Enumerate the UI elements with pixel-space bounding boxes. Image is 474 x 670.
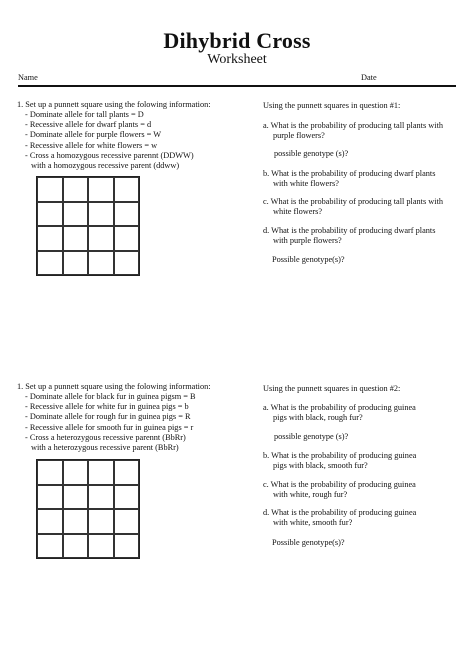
q2-d-line2: with white, smooth fur? bbox=[273, 518, 353, 527]
punnett-cell[interactable] bbox=[88, 251, 114, 276]
punnett-cell[interactable] bbox=[37, 509, 63, 534]
punnett-cell[interactable] bbox=[63, 202, 89, 227]
punnett-cell[interactable] bbox=[114, 460, 140, 485]
q1-d-line1: d. What is the probability of producing dwarf plants bbox=[263, 226, 436, 235]
q2-side-intro: Using the punnett squares in question #2: bbox=[263, 384, 401, 393]
q2-punnett-square[interactable] bbox=[36, 459, 140, 559]
q1-bullet: - Recessive allele for white flowers = w bbox=[25, 140, 158, 150]
q1-bullet-list bbox=[25, 110, 194, 171]
punnett-cell[interactable] bbox=[114, 509, 140, 534]
punnett-cell[interactable] bbox=[37, 460, 63, 485]
punnett-cell[interactable] bbox=[88, 202, 114, 227]
punnett-cell[interactable] bbox=[88, 226, 114, 251]
punnett-cell[interactable] bbox=[63, 460, 89, 485]
header-divider bbox=[18, 85, 456, 87]
page-subtitle: Worksheet bbox=[207, 52, 267, 67]
punnett-cell[interactable] bbox=[114, 251, 140, 276]
punnett-cell[interactable] bbox=[37, 251, 63, 276]
punnett-cell[interactable] bbox=[63, 226, 89, 251]
punnett-cell[interactable] bbox=[114, 485, 140, 510]
punnett-cell[interactable] bbox=[114, 177, 140, 202]
q1-b-line2: with white flowers? bbox=[273, 179, 339, 188]
q2-a-line1: a. What is the probability of producing guinea bbox=[263, 403, 416, 412]
q1-b-line1: b. What is the probability of producing dwarf plants bbox=[263, 169, 436, 178]
q2-prompt: 1. Set up a punnett square using the folowing information: bbox=[17, 382, 211, 391]
punnett-cell[interactable] bbox=[37, 534, 63, 559]
q2-c-line1: c. What is the probability of producing guinea bbox=[263, 480, 416, 489]
q2-b-line1: b. What is the probability of producing guinea bbox=[263, 451, 417, 460]
q1-bullet: - Cross a homozygous recessive parennt (DDWW) bbox=[25, 150, 194, 160]
q1-c-line2: white flowers? bbox=[273, 207, 323, 216]
q2-bullet-list bbox=[25, 392, 196, 453]
q1-bullet: - Dominate allele for tall plants = D bbox=[25, 110, 144, 119]
q1-prompt: 1. Set up a punnett square using the folowing information: bbox=[17, 100, 211, 109]
punnett-cell[interactable] bbox=[63, 534, 89, 559]
q1-side-intro: Using the punnett squares in question #1: bbox=[263, 101, 401, 110]
q1-bullet: - Dominate allele for purple flowers = W bbox=[25, 130, 162, 140]
q2-bullet: - Recessive allele for smooth fur in guinea pigs = r bbox=[25, 422, 194, 432]
punnett-cell[interactable] bbox=[88, 485, 114, 510]
q2-bullet: - Cross a heterozygous recessive parennt (BbRr) bbox=[25, 432, 186, 442]
q1-c-line1: c. What is the probability of producing tall plants with bbox=[263, 197, 444, 206]
date-label: Date bbox=[361, 73, 377, 82]
q1-punnett-square[interactable] bbox=[36, 176, 140, 276]
q2-bullet: - Dominate allele for rough fur in guinea pigs = R bbox=[25, 412, 191, 422]
q1-possible-genotype: Possible genotype(s)? bbox=[272, 255, 345, 264]
q1-d-line2: with purple flowers? bbox=[273, 236, 342, 245]
page-title: Dihybrid Cross bbox=[163, 28, 311, 53]
punnett-cell[interactable] bbox=[37, 485, 63, 510]
q2-bullet: - Dominate allele for black fur in guinea pigsm = B bbox=[25, 392, 196, 401]
punnett-cell[interactable] bbox=[37, 202, 63, 227]
punnett-cell[interactable] bbox=[114, 202, 140, 227]
punnett-cell[interactable] bbox=[114, 226, 140, 251]
q1-bullet: - Recessive allele for dwarf plants = d bbox=[25, 120, 152, 130]
q2-bullet: with a heterozygous recessive parent (BbRr) bbox=[31, 443, 179, 453]
q2-bullet: - Recessive allele for white fur in guinea pigs = b bbox=[25, 402, 189, 412]
punnett-cell[interactable] bbox=[63, 177, 89, 202]
q1-a-line2: purple flowers? bbox=[273, 131, 325, 140]
q2-b-line2: pigs with black, smooth fur? bbox=[273, 461, 368, 470]
q2-possible-genotype: Possible genotype(s)? bbox=[272, 538, 345, 547]
q1-a-line1: a. What is the probability of producing tall plants with bbox=[263, 121, 444, 130]
punnett-cell[interactable] bbox=[63, 251, 89, 276]
punnett-cell[interactable] bbox=[88, 509, 114, 534]
name-label: Name bbox=[18, 73, 38, 82]
punnett-cell[interactable] bbox=[88, 177, 114, 202]
punnett-cell[interactable] bbox=[114, 534, 140, 559]
q2-d-line1: d. What is the probability of producing guinea bbox=[263, 508, 417, 517]
q2-genotype-prompt: possible genotype (s)? bbox=[274, 432, 349, 441]
punnett-cell[interactable] bbox=[63, 509, 89, 534]
q2-c-line2: with white, rough fur? bbox=[273, 490, 348, 499]
punnett-cell[interactable] bbox=[88, 534, 114, 559]
punnett-cell[interactable] bbox=[37, 177, 63, 202]
q1-genotype-prompt: possible genotype (s)? bbox=[274, 149, 349, 158]
punnett-cell[interactable] bbox=[88, 460, 114, 485]
q2-a-line2: pigs with black, rough fur? bbox=[273, 413, 363, 422]
punnett-cell[interactable] bbox=[37, 226, 63, 251]
q1-bullet: with a homozygous recessive parent (ddww) bbox=[31, 161, 180, 171]
punnett-cell[interactable] bbox=[63, 485, 89, 510]
